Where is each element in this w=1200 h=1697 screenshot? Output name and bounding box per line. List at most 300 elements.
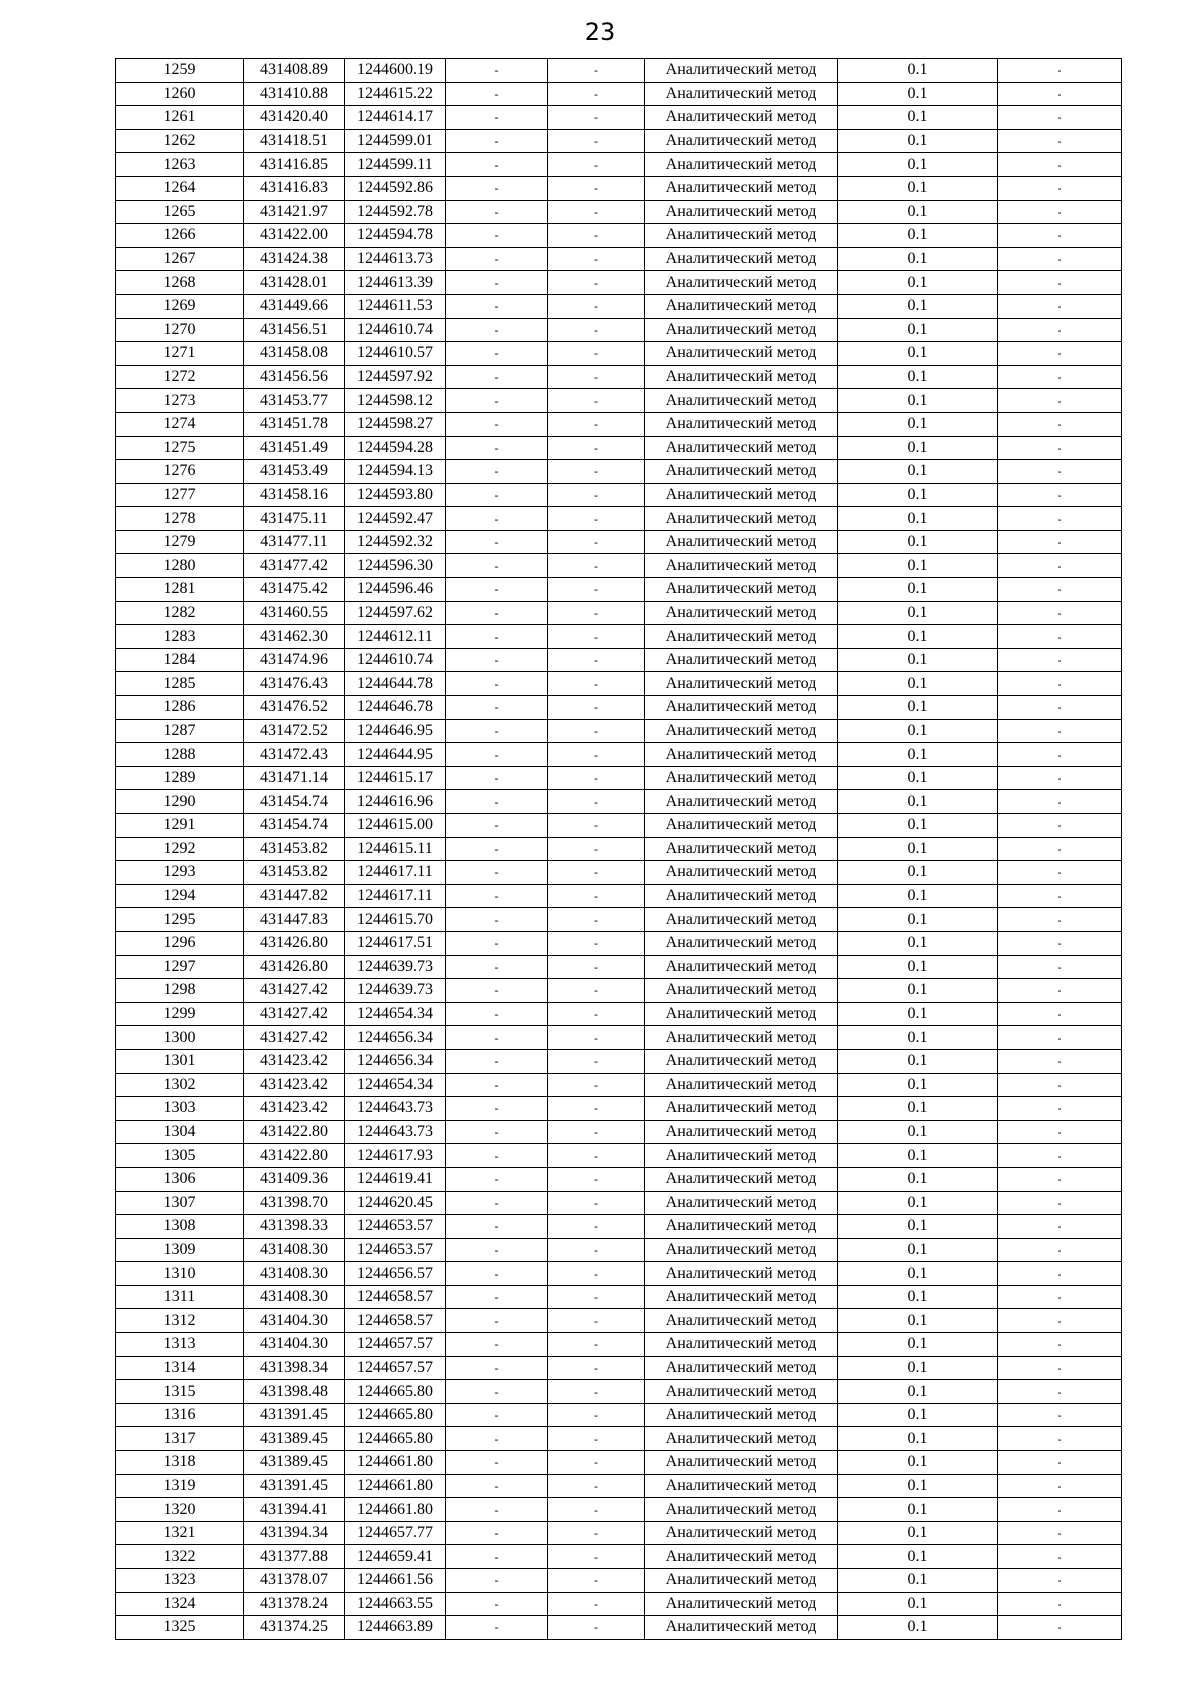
accuracy-cell: 0.1 xyxy=(838,1545,998,1569)
accuracy-cell: 0.1 xyxy=(838,766,998,790)
x-coordinate-cell: 431451.78 xyxy=(244,412,345,436)
table-row xyxy=(116,1545,1122,1569)
point-number-cell: 1316 xyxy=(116,1403,244,1427)
y-coordinate-cell: 1244654.34 xyxy=(345,1002,446,1026)
accuracy-cell: 0.1 xyxy=(838,1144,998,1168)
empty-cell-a: - xyxy=(446,955,548,979)
y-coordinate-cell: 1244617.51 xyxy=(345,931,446,955)
table-row xyxy=(116,554,1122,578)
table-row xyxy=(116,1238,1122,1262)
method-cell: Аналитический метод xyxy=(645,129,838,153)
empty-cell-b: - xyxy=(548,931,645,955)
empty-cell-c: - xyxy=(998,648,1122,672)
empty-cell-b: - xyxy=(548,554,645,578)
empty-cell-a: - xyxy=(446,1002,548,1026)
method-cell: Аналитический метод xyxy=(645,931,838,955)
x-coordinate-cell: 431453.49 xyxy=(244,460,345,484)
method-cell: Аналитический метод xyxy=(645,1262,838,1286)
point-number-cell: 1324 xyxy=(116,1592,244,1616)
empty-cell-c: - xyxy=(998,1285,1122,1309)
x-coordinate-cell: 431451.49 xyxy=(244,436,345,460)
method-cell: Аналитический метод xyxy=(645,601,838,625)
empty-cell-b: - xyxy=(548,1049,645,1073)
point-number-cell: 1318 xyxy=(116,1451,244,1475)
accuracy-cell: 0.1 xyxy=(838,247,998,271)
x-coordinate-cell: 431472.52 xyxy=(244,719,345,743)
accuracy-cell: 0.1 xyxy=(838,1569,998,1593)
empty-cell-c: - xyxy=(998,1144,1122,1168)
empty-cell-a: - xyxy=(446,224,548,248)
y-coordinate-cell: 1244619.41 xyxy=(345,1167,446,1191)
y-coordinate-cell: 1244615.22 xyxy=(345,82,446,106)
accuracy-cell: 0.1 xyxy=(838,696,998,720)
x-coordinate-cell: 431422.80 xyxy=(244,1144,345,1168)
empty-cell-a: - xyxy=(446,342,548,366)
table-row xyxy=(116,1191,1122,1215)
point-number-cell: 1283 xyxy=(116,625,244,649)
point-number-cell: 1284 xyxy=(116,648,244,672)
empty-cell-a: - xyxy=(446,1521,548,1545)
accuracy-cell: 0.1 xyxy=(838,578,998,602)
accuracy-cell: 0.1 xyxy=(838,1356,998,1380)
accuracy-cell: 0.1 xyxy=(838,1049,998,1073)
point-number-cell: 1287 xyxy=(116,719,244,743)
accuracy-cell: 0.1 xyxy=(838,1002,998,1026)
x-coordinate-cell: 431453.82 xyxy=(244,861,345,885)
method-cell: Аналитический метод xyxy=(645,625,838,649)
table-row xyxy=(116,1049,1122,1073)
point-number-cell: 1294 xyxy=(116,884,244,908)
y-coordinate-cell: 1244592.78 xyxy=(345,200,446,224)
empty-cell-b: - xyxy=(548,648,645,672)
empty-cell-c: - xyxy=(998,342,1122,366)
method-cell: Аналитический метод xyxy=(645,696,838,720)
x-coordinate-cell: 431453.82 xyxy=(244,837,345,861)
table-row xyxy=(116,625,1122,649)
empty-cell-b: - xyxy=(548,271,645,295)
y-coordinate-cell: 1244615.70 xyxy=(345,908,446,932)
y-coordinate-cell: 1244592.47 xyxy=(345,507,446,531)
empty-cell-a: - xyxy=(446,648,548,672)
method-cell: Аналитический метод xyxy=(645,861,838,885)
method-cell: Аналитический метод xyxy=(645,1097,838,1121)
accuracy-cell: 0.1 xyxy=(838,365,998,389)
method-cell: Аналитический метод xyxy=(645,1167,838,1191)
point-number-cell: 1266 xyxy=(116,224,244,248)
x-coordinate-cell: 431377.88 xyxy=(244,1545,345,1569)
y-coordinate-cell: 1244594.78 xyxy=(345,224,446,248)
empty-cell-b: - xyxy=(548,1285,645,1309)
y-coordinate-cell: 1244661.80 xyxy=(345,1451,446,1475)
point-number-cell: 1299 xyxy=(116,1002,244,1026)
accuracy-cell: 0.1 xyxy=(838,979,998,1003)
empty-cell-c: - xyxy=(998,200,1122,224)
table-row xyxy=(116,1309,1122,1333)
x-coordinate-cell: 431408.30 xyxy=(244,1262,345,1286)
empty-cell-c: - xyxy=(998,483,1122,507)
table-row xyxy=(116,530,1122,554)
point-number-cell: 1269 xyxy=(116,294,244,318)
empty-cell-c: - xyxy=(998,1333,1122,1357)
y-coordinate-cell: 1244596.46 xyxy=(345,578,446,602)
table-row xyxy=(116,1333,1122,1357)
method-cell: Аналитический метод xyxy=(645,1120,838,1144)
accuracy-cell: 0.1 xyxy=(838,931,998,955)
empty-cell-a: - xyxy=(446,1451,548,1475)
table-row xyxy=(116,1498,1122,1522)
point-number-cell: 1278 xyxy=(116,507,244,531)
accuracy-cell: 0.1 xyxy=(838,554,998,578)
empty-cell-c: - xyxy=(998,224,1122,248)
empty-cell-c: - xyxy=(998,1097,1122,1121)
empty-cell-b: - xyxy=(548,1262,645,1286)
accuracy-cell: 0.1 xyxy=(838,1073,998,1097)
point-number-cell: 1272 xyxy=(116,365,244,389)
empty-cell-a: - xyxy=(446,837,548,861)
point-number-cell: 1321 xyxy=(116,1521,244,1545)
point-number-cell: 1281 xyxy=(116,578,244,602)
y-coordinate-cell: 1244665.80 xyxy=(345,1427,446,1451)
method-cell: Аналитический метод xyxy=(645,59,838,83)
method-cell: Аналитический метод xyxy=(645,1521,838,1545)
y-coordinate-cell: 1244657.57 xyxy=(345,1333,446,1357)
empty-cell-a: - xyxy=(446,271,548,295)
accuracy-cell: 0.1 xyxy=(838,1521,998,1545)
empty-cell-b: - xyxy=(548,200,645,224)
accuracy-cell: 0.1 xyxy=(838,1215,998,1239)
empty-cell-b: - xyxy=(548,1026,645,1050)
empty-cell-b: - xyxy=(548,1097,645,1121)
method-cell: Аналитический метод xyxy=(645,294,838,318)
table-row xyxy=(116,1403,1122,1427)
method-cell: Аналитический метод xyxy=(645,318,838,342)
point-number-cell: 1300 xyxy=(116,1026,244,1050)
method-cell: Аналитический метод xyxy=(645,1215,838,1239)
x-coordinate-cell: 431458.16 xyxy=(244,483,345,507)
point-number-cell: 1270 xyxy=(116,318,244,342)
point-number-cell: 1295 xyxy=(116,908,244,932)
table-row xyxy=(116,82,1122,106)
table-row xyxy=(116,696,1122,720)
y-coordinate-cell: 1244656.34 xyxy=(345,1049,446,1073)
empty-cell-a: - xyxy=(446,1073,548,1097)
empty-cell-a: - xyxy=(446,766,548,790)
method-cell: Аналитический метод xyxy=(645,1026,838,1050)
point-number-cell: 1319 xyxy=(116,1474,244,1498)
empty-cell-c: - xyxy=(998,59,1122,83)
x-coordinate-cell: 431398.70 xyxy=(244,1191,345,1215)
y-coordinate-cell: 1244600.19 xyxy=(345,59,446,83)
x-coordinate-cell: 431420.40 xyxy=(244,106,345,130)
y-coordinate-cell: 1244659.41 xyxy=(345,1545,446,1569)
x-coordinate-cell: 431458.08 xyxy=(244,342,345,366)
table-row xyxy=(116,294,1122,318)
y-coordinate-cell: 1244615.00 xyxy=(345,814,446,838)
empty-cell-b: - xyxy=(548,460,645,484)
table-row xyxy=(116,1073,1122,1097)
method-cell: Аналитический метод xyxy=(645,1073,838,1097)
point-number-cell: 1275 xyxy=(116,436,244,460)
y-coordinate-cell: 1244661.80 xyxy=(345,1474,446,1498)
x-coordinate-cell: 431398.33 xyxy=(244,1215,345,1239)
table-row xyxy=(116,106,1122,130)
table-row xyxy=(116,1380,1122,1404)
y-coordinate-cell: 1244646.78 xyxy=(345,696,446,720)
table-row xyxy=(116,200,1122,224)
empty-cell-b: - xyxy=(548,625,645,649)
x-coordinate-cell: 431408.89 xyxy=(244,59,345,83)
empty-cell-c: - xyxy=(998,389,1122,413)
point-number-cell: 1282 xyxy=(116,601,244,625)
empty-cell-b: - xyxy=(548,59,645,83)
table-row xyxy=(116,1167,1122,1191)
point-number-cell: 1289 xyxy=(116,766,244,790)
point-number-cell: 1315 xyxy=(116,1380,244,1404)
point-number-cell: 1265 xyxy=(116,200,244,224)
accuracy-cell: 0.1 xyxy=(838,955,998,979)
empty-cell-b: - xyxy=(548,672,645,696)
y-coordinate-cell: 1244658.57 xyxy=(345,1309,446,1333)
empty-cell-b: - xyxy=(548,294,645,318)
empty-cell-a: - xyxy=(446,1262,548,1286)
accuracy-cell: 0.1 xyxy=(838,82,998,106)
y-coordinate-cell: 1244599.01 xyxy=(345,129,446,153)
table-row xyxy=(116,931,1122,955)
table-row xyxy=(116,365,1122,389)
method-cell: Аналитический метод xyxy=(645,554,838,578)
y-coordinate-cell: 1244592.86 xyxy=(345,176,446,200)
method-cell: Аналитический метод xyxy=(645,436,838,460)
empty-cell-a: - xyxy=(446,530,548,554)
accuracy-cell: 0.1 xyxy=(838,483,998,507)
empty-cell-b: - xyxy=(548,1333,645,1357)
empty-cell-c: - xyxy=(998,743,1122,767)
empty-cell-c: - xyxy=(998,884,1122,908)
method-cell: Аналитический метод xyxy=(645,1403,838,1427)
accuracy-cell: 0.1 xyxy=(838,1167,998,1191)
point-number-cell: 1273 xyxy=(116,389,244,413)
empty-cell-a: - xyxy=(446,1427,548,1451)
y-coordinate-cell: 1244596.30 xyxy=(345,554,446,578)
method-cell: Аналитический метод xyxy=(645,979,838,1003)
x-coordinate-cell: 431447.83 xyxy=(244,908,345,932)
empty-cell-b: - xyxy=(548,1545,645,1569)
method-cell: Аналитический метод xyxy=(645,176,838,200)
x-coordinate-cell: 431427.42 xyxy=(244,979,345,1003)
empty-cell-a: - xyxy=(446,696,548,720)
method-cell: Аналитический метод xyxy=(645,200,838,224)
table-row xyxy=(116,436,1122,460)
empty-cell-a: - xyxy=(446,1285,548,1309)
table-row xyxy=(116,861,1122,885)
point-number-cell: 1298 xyxy=(116,979,244,1003)
x-coordinate-cell: 431428.01 xyxy=(244,271,345,295)
x-coordinate-cell: 431404.30 xyxy=(244,1333,345,1357)
empty-cell-b: - xyxy=(548,342,645,366)
point-number-cell: 1268 xyxy=(116,271,244,295)
y-coordinate-cell: 1244611.53 xyxy=(345,294,446,318)
method-cell: Аналитический метод xyxy=(645,342,838,366)
accuracy-cell: 0.1 xyxy=(838,861,998,885)
empty-cell-a: - xyxy=(446,1191,548,1215)
accuracy-cell: 0.1 xyxy=(838,1380,998,1404)
empty-cell-c: - xyxy=(998,672,1122,696)
empty-cell-b: - xyxy=(548,1167,645,1191)
empty-cell-c: - xyxy=(998,1427,1122,1451)
method-cell: Аналитический метод xyxy=(645,1592,838,1616)
point-number-cell: 1313 xyxy=(116,1333,244,1357)
empty-cell-a: - xyxy=(446,931,548,955)
empty-cell-c: - xyxy=(998,814,1122,838)
empty-cell-b: - xyxy=(548,1144,645,1168)
x-coordinate-cell: 431422.80 xyxy=(244,1120,345,1144)
x-coordinate-cell: 431453.77 xyxy=(244,389,345,413)
y-coordinate-cell: 1244613.73 xyxy=(345,247,446,271)
accuracy-cell: 0.1 xyxy=(838,318,998,342)
y-coordinate-cell: 1244617.93 xyxy=(345,1144,446,1168)
empty-cell-a: - xyxy=(446,814,548,838)
empty-cell-c: - xyxy=(998,1545,1122,1569)
empty-cell-a: - xyxy=(446,861,548,885)
x-coordinate-cell: 431423.42 xyxy=(244,1049,345,1073)
y-coordinate-cell: 1244657.77 xyxy=(345,1521,446,1545)
accuracy-cell: 0.1 xyxy=(838,59,998,83)
coordinates-table-body xyxy=(116,59,1122,1640)
x-coordinate-cell: 431418.51 xyxy=(244,129,345,153)
x-coordinate-cell: 431474.96 xyxy=(244,648,345,672)
empty-cell-b: - xyxy=(548,247,645,271)
table-row xyxy=(116,578,1122,602)
method-cell: Аналитический метод xyxy=(645,908,838,932)
accuracy-cell: 0.1 xyxy=(838,1191,998,1215)
point-number-cell: 1285 xyxy=(116,672,244,696)
empty-cell-c: - xyxy=(998,294,1122,318)
table-row xyxy=(116,1521,1122,1545)
y-coordinate-cell: 1244646.95 xyxy=(345,719,446,743)
empty-cell-c: - xyxy=(998,625,1122,649)
empty-cell-c: - xyxy=(998,153,1122,177)
x-coordinate-cell: 431422.00 xyxy=(244,224,345,248)
accuracy-cell: 0.1 xyxy=(838,294,998,318)
empty-cell-a: - xyxy=(446,1569,548,1593)
x-coordinate-cell: 431475.42 xyxy=(244,578,345,602)
empty-cell-b: - xyxy=(548,365,645,389)
empty-cell-b: - xyxy=(548,1427,645,1451)
empty-cell-c: - xyxy=(998,1002,1122,1026)
empty-cell-a: - xyxy=(446,1474,548,1498)
x-coordinate-cell: 431427.42 xyxy=(244,1002,345,1026)
point-number-cell: 1277 xyxy=(116,483,244,507)
y-coordinate-cell: 1244616.96 xyxy=(345,790,446,814)
method-cell: Аналитический метод xyxy=(645,1333,838,1357)
empty-cell-a: - xyxy=(446,389,548,413)
empty-cell-b: - xyxy=(548,1215,645,1239)
y-coordinate-cell: 1244598.12 xyxy=(345,389,446,413)
table-row xyxy=(116,153,1122,177)
empty-cell-c: - xyxy=(998,1238,1122,1262)
table-row xyxy=(116,342,1122,366)
table-row xyxy=(116,1356,1122,1380)
empty-cell-b: - xyxy=(548,1451,645,1475)
empty-cell-b: - xyxy=(548,176,645,200)
empty-cell-b: - xyxy=(548,766,645,790)
table-row xyxy=(116,1262,1122,1286)
empty-cell-a: - xyxy=(446,247,548,271)
point-number-cell: 1276 xyxy=(116,460,244,484)
point-number-cell: 1286 xyxy=(116,696,244,720)
empty-cell-a: - xyxy=(446,672,548,696)
y-coordinate-cell: 1244639.73 xyxy=(345,955,446,979)
point-number-cell: 1317 xyxy=(116,1427,244,1451)
empty-cell-b: - xyxy=(548,1191,645,1215)
method-cell: Аналитический метод xyxy=(645,106,838,130)
table-row xyxy=(116,1097,1122,1121)
table-row xyxy=(116,507,1122,531)
point-number-cell: 1259 xyxy=(116,59,244,83)
y-coordinate-cell: 1244598.27 xyxy=(345,412,446,436)
empty-cell-c: - xyxy=(998,1073,1122,1097)
empty-cell-c: - xyxy=(998,1167,1122,1191)
empty-cell-c: - xyxy=(998,861,1122,885)
x-coordinate-cell: 431398.34 xyxy=(244,1356,345,1380)
page-number: 23 xyxy=(584,18,616,46)
method-cell: Аналитический метод xyxy=(645,483,838,507)
empty-cell-b: - xyxy=(548,153,645,177)
empty-cell-a: - xyxy=(446,578,548,602)
point-number-cell: 1280 xyxy=(116,554,244,578)
y-coordinate-cell: 1244594.28 xyxy=(345,436,446,460)
method-cell: Аналитический метод xyxy=(645,1002,838,1026)
empty-cell-b: - xyxy=(548,129,645,153)
empty-cell-b: - xyxy=(548,106,645,130)
accuracy-cell: 0.1 xyxy=(838,1262,998,1286)
y-coordinate-cell: 1244656.34 xyxy=(345,1026,446,1050)
x-coordinate-cell: 431423.42 xyxy=(244,1073,345,1097)
empty-cell-b: - xyxy=(548,1569,645,1593)
accuracy-cell: 0.1 xyxy=(838,271,998,295)
empty-cell-b: - xyxy=(548,979,645,1003)
point-number-cell: 1292 xyxy=(116,837,244,861)
y-coordinate-cell: 1244613.39 xyxy=(345,271,446,295)
accuracy-cell: 0.1 xyxy=(838,106,998,130)
empty-cell-c: - xyxy=(998,176,1122,200)
table-row xyxy=(116,908,1122,932)
method-cell: Аналитический метод xyxy=(645,82,838,106)
y-coordinate-cell: 1244617.11 xyxy=(345,861,446,885)
empty-cell-a: - xyxy=(446,1026,548,1050)
y-coordinate-cell: 1244663.89 xyxy=(345,1616,446,1640)
method-cell: Аналитический метод xyxy=(645,766,838,790)
method-cell: Аналитический метод xyxy=(645,153,838,177)
method-cell: Аналитический метод xyxy=(645,955,838,979)
point-number-cell: 1296 xyxy=(116,931,244,955)
table-row xyxy=(116,1285,1122,1309)
empty-cell-a: - xyxy=(446,318,548,342)
y-coordinate-cell: 1244665.80 xyxy=(345,1403,446,1427)
x-coordinate-cell: 431477.42 xyxy=(244,554,345,578)
x-coordinate-cell: 431398.48 xyxy=(244,1380,345,1404)
empty-cell-b: - xyxy=(548,1309,645,1333)
empty-cell-b: - xyxy=(548,1073,645,1097)
point-number-cell: 1308 xyxy=(116,1215,244,1239)
y-coordinate-cell: 1244594.13 xyxy=(345,460,446,484)
accuracy-cell: 0.1 xyxy=(838,1097,998,1121)
accuracy-cell: 0.1 xyxy=(838,1403,998,1427)
empty-cell-a: - xyxy=(446,153,548,177)
empty-cell-c: - xyxy=(998,1026,1122,1050)
y-coordinate-cell: 1244665.80 xyxy=(345,1380,446,1404)
empty-cell-a: - xyxy=(446,1616,548,1640)
